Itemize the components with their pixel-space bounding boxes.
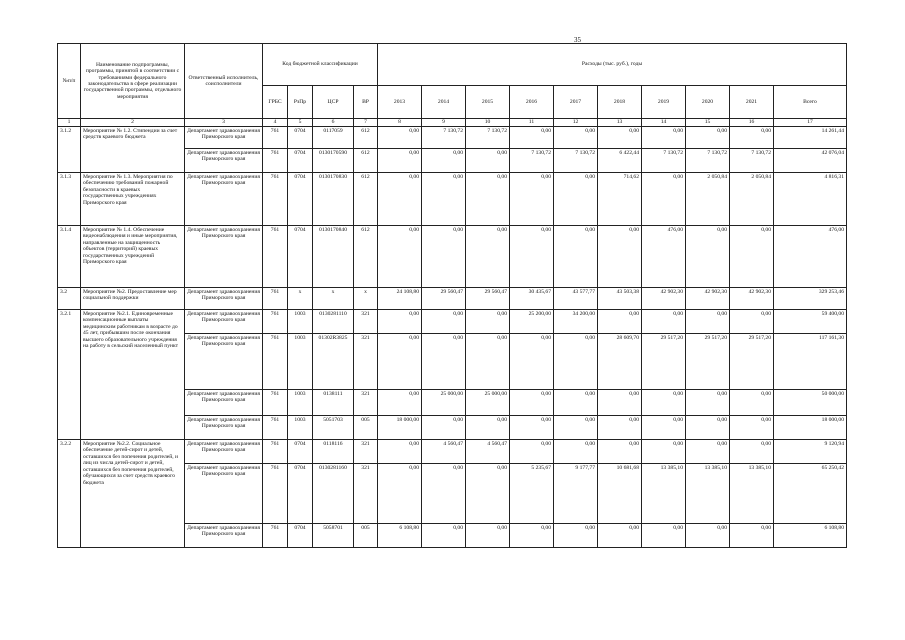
row-rzpr: 0704 <box>288 173 313 226</box>
row-value-2016: 30 435,67 <box>510 288 554 310</box>
row-vr: 321 <box>354 464 378 524</box>
table-row <box>58 173 847 226</box>
row-name: Мероприятие № 1.4. Обеспечение видеонаблюдения и иные мероприятия, направленные на защищенность объектов (территорий) краевых государственных учреждений Приморского края <box>81 226 185 288</box>
row-value-2019: 7 130,72 <box>642 149 686 173</box>
row-grbs: 761 <box>263 334 288 390</box>
row-value-Всего: 9 120,94 <box>774 440 847 464</box>
row-value-Всего: 117 161,30 <box>774 334 847 390</box>
row-value-2020: 0,00 <box>686 310 730 334</box>
row-value-2019: 13 385,10 <box>642 464 686 524</box>
row-rzpr: 1003 <box>288 334 313 390</box>
row-value-2014: 0,00 <box>422 149 466 173</box>
row-value-2018: 0,00 <box>598 310 642 334</box>
row-value-2018: 0,00 <box>598 127 642 149</box>
row-value-2020: 0,00 <box>686 440 730 464</box>
table-row <box>58 226 847 288</box>
row-value-2015: 4 560,47 <box>466 440 510 464</box>
header-year-9: Всего <box>774 86 847 119</box>
row-value-2014: 0,00 <box>422 464 466 524</box>
row-value-2019: 0,00 <box>642 390 686 416</box>
row-value-2016: 0,00 <box>510 127 554 149</box>
row-rzpr: 1003 <box>288 416 313 440</box>
row-value-Всего: 50 000,00 <box>774 390 847 416</box>
row-value-Всего: 329 253,46 <box>774 288 847 310</box>
row-value-2018: 43 503,38 <box>598 288 642 310</box>
row-value-2020: 42 902,30 <box>686 288 730 310</box>
row-number: 3.2.1 <box>58 310 81 440</box>
row-executor: Департамент здравоохранения Приморского края <box>185 173 263 226</box>
row-value-2019: 0,00 <box>642 173 686 226</box>
header-code-0: ГРБС <box>263 86 288 119</box>
column-number-14: 15 <box>686 119 730 127</box>
row-value-2014: 0,00 <box>422 173 466 226</box>
row-value-2018: 0,00 <box>598 226 642 288</box>
header-year-5: 2018 <box>598 86 642 119</box>
table-row <box>58 310 847 334</box>
row-value-2020: 29 517,20 <box>686 334 730 390</box>
row-number: 3.2.2 <box>58 440 81 548</box>
row-grbs: 761 <box>263 440 288 464</box>
row-vr: 612 <box>354 173 378 226</box>
row-value-2017: 0,00 <box>554 440 598 464</box>
row-value-2015: 7 130,72 <box>466 127 510 149</box>
row-grbs: 761 <box>263 149 288 173</box>
row-vr: 612 <box>354 226 378 288</box>
row-value-2020: 0,00 <box>686 390 730 416</box>
column-number-0: 1 <box>58 119 81 127</box>
row-value-2013: 18 000,00 <box>378 416 422 440</box>
row-value-2014: 0,00 <box>422 524 466 548</box>
row-value-2016: 0,00 <box>510 524 554 548</box>
row-vr: 321 <box>354 310 378 334</box>
row-executor: Департамент здравоохранения Приморского края <box>185 288 263 310</box>
row-value-2013: 0,00 <box>378 390 422 416</box>
header-year-0: 2013 <box>378 86 422 119</box>
column-number-13: 14 <box>642 119 686 127</box>
column-number-2: 3 <box>185 119 263 127</box>
row-value-2017: 0,00 <box>554 334 598 390</box>
row-value-2021: 0,00 <box>730 440 774 464</box>
row-value-2019: 0,00 <box>642 524 686 548</box>
column-number-16: 17 <box>774 119 847 127</box>
row-value-2013: 0,00 <box>378 226 422 288</box>
row-value-2020: 2 050,84 <box>686 173 730 226</box>
header-code-1: РзПр <box>288 86 313 119</box>
row-csr: 0130170830 <box>313 173 354 226</box>
row-executor: Департамент здравоохранения Приморского края <box>185 226 263 288</box>
row-value-2019: 29 517,20 <box>642 334 686 390</box>
row-value-2016: 0,00 <box>510 334 554 390</box>
row-value-2017: 0,00 <box>554 416 598 440</box>
row-number: 3.2 <box>58 288 81 310</box>
row-rzpr: 1003 <box>288 390 313 416</box>
row-value-Всего: 18 000,00 <box>774 416 847 440</box>
row-name: Мероприятие №2.1. Единовременные компенсационные выплаты медицинским работникам в возрасте до 45 лет, прибывшим после окончания высшего образовательного учреждения на работу в сельский населенный пункт <box>81 310 185 440</box>
column-number-3: 4 <box>263 119 288 127</box>
table-row <box>58 288 847 310</box>
row-value-2021: 0,00 <box>730 127 774 149</box>
row-csr: 5058701 <box>313 524 354 548</box>
row-vr: 321 <box>354 334 378 390</box>
header-executor: Ответственный исполнитель, соисполнители <box>185 44 263 119</box>
column-number-4: 5 <box>288 119 313 127</box>
header-expenses: Расходы (тыс. руб.), годы <box>378 44 847 86</box>
row-value-2013: 0,00 <box>378 127 422 149</box>
row-value-2018: 10 681,68 <box>598 464 642 524</box>
row-value-2021: 29 517,20 <box>730 334 774 390</box>
column-number-9: 10 <box>466 119 510 127</box>
row-rzpr: 0704 <box>288 524 313 548</box>
row-executor: Департамент здравоохранения Приморского края <box>185 464 263 524</box>
row-csr: 0130170840 <box>313 226 354 288</box>
row-grbs: 761 <box>263 524 288 548</box>
row-value-2013: 0,00 <box>378 173 422 226</box>
row-value-2014: 29 560,47 <box>422 288 466 310</box>
row-grbs: 761 <box>263 127 288 149</box>
row-vr: 005 <box>354 416 378 440</box>
row-rzpr: 0704 <box>288 149 313 173</box>
row-value-2016: 25 200,00 <box>510 310 554 334</box>
row-number: 3.1.3 <box>58 173 81 226</box>
row-value-2017: 0,00 <box>554 127 598 149</box>
row-executor: Департамент здравоохранения Приморского края <box>185 416 263 440</box>
row-value-2016: 0,00 <box>510 416 554 440</box>
row-vr: 321 <box>354 440 378 464</box>
header-year-6: 2019 <box>642 86 686 119</box>
row-value-2020: 0,00 <box>686 226 730 288</box>
row-value-2021: 42 902,30 <box>730 288 774 310</box>
row-vr: 612 <box>354 149 378 173</box>
row-executor: Департамент здравоохранения Приморского края <box>185 334 263 390</box>
row-value-2017: 0,00 <box>554 524 598 548</box>
header-no: №п/п <box>58 44 81 119</box>
header-code-2: ЦСР <box>313 86 354 119</box>
row-value-2014: 0,00 <box>422 416 466 440</box>
row-value-2016: 0,00 <box>510 173 554 226</box>
header-year-3: 2016 <box>510 86 554 119</box>
row-value-2015: 0,00 <box>466 464 510 524</box>
row-value-Всего: 65 250,42 <box>774 464 847 524</box>
row-value-2018: 0,00 <box>598 416 642 440</box>
row-value-2021: 0,00 <box>730 310 774 334</box>
row-value-2016: 0,00 <box>510 440 554 464</box>
row-number: 3.1.2 <box>58 127 81 173</box>
row-value-2013: 24 108,80 <box>378 288 422 310</box>
row-grbs: 761 <box>263 310 288 334</box>
header-year-4: 2017 <box>554 86 598 119</box>
row-value-2017: 7 130,72 <box>554 149 598 173</box>
row-csr: 0130281160 <box>313 464 354 524</box>
header-budget-code: Код бюджетной классификации <box>263 44 378 86</box>
row-csr: 0118116 <box>313 440 354 464</box>
row-vr: х <box>354 288 378 310</box>
row-executor: Департамент здравоохранения Приморского края <box>185 127 263 149</box>
row-value-2017: 34 200,00 <box>554 310 598 334</box>
row-value-2019: 0,00 <box>642 416 686 440</box>
row-value-2013: 0,00 <box>378 310 422 334</box>
row-value-2020: 0,00 <box>686 524 730 548</box>
header-year-1: 2014 <box>422 86 466 119</box>
row-value-2019: 0,00 <box>642 127 686 149</box>
row-value-2019: 0,00 <box>642 440 686 464</box>
row-rzpr: 0704 <box>288 464 313 524</box>
header-year-7: 2020 <box>686 86 730 119</box>
column-number-8: 9 <box>422 119 466 127</box>
row-grbs: 761 <box>263 288 288 310</box>
column-number-1: 2 <box>81 119 185 127</box>
row-value-2017: 0,00 <box>554 390 598 416</box>
row-csr: 0130170590 <box>313 149 354 173</box>
row-value-2014: 4 560,47 <box>422 440 466 464</box>
row-value-Всего: 4 816,31 <box>774 173 847 226</box>
row-value-2015: 0,00 <box>466 416 510 440</box>
budget-table <box>57 43 847 548</box>
row-value-2021: 0,00 <box>730 390 774 416</box>
row-executor: Департамент здравоохранения Приморского края <box>185 310 263 334</box>
row-csr: 0138111 <box>313 390 354 416</box>
row-value-Всего: 59 400,00 <box>774 310 847 334</box>
row-value-2013: 0,00 <box>378 464 422 524</box>
column-number-12: 13 <box>598 119 642 127</box>
row-value-2014: 0,00 <box>422 334 466 390</box>
table-row <box>58 127 847 149</box>
row-value-2015: 0,00 <box>466 310 510 334</box>
column-number-7: 8 <box>378 119 422 127</box>
row-value-2019: 476,00 <box>642 226 686 288</box>
row-value-2016: 0,00 <box>510 226 554 288</box>
row-grbs: 761 <box>263 226 288 288</box>
table-row <box>58 440 847 464</box>
row-value-2015: 0,00 <box>466 524 510 548</box>
row-grbs: 761 <box>263 390 288 416</box>
row-value-2021: 0,00 <box>730 524 774 548</box>
row-rzpr: х <box>288 288 313 310</box>
row-rzpr: 0704 <box>288 226 313 288</box>
row-value-2014: 0,00 <box>422 226 466 288</box>
page-number: 35 <box>574 36 581 44</box>
row-value-2020: 7 130,72 <box>686 149 730 173</box>
row-value-2015: 0,00 <box>466 226 510 288</box>
row-value-2018: 28 609,70 <box>598 334 642 390</box>
header-code-3: ВР <box>354 86 378 119</box>
row-name: Мероприятие №2. Предоставление мер социальной поддержки <box>81 288 185 310</box>
row-value-2017: 0,00 <box>554 173 598 226</box>
row-value-2015: 29 560,47 <box>466 288 510 310</box>
row-value-2016: 7 130,72 <box>510 149 554 173</box>
row-value-2020: 13 385,10 <box>686 464 730 524</box>
row-value-2013: 0,00 <box>378 149 422 173</box>
row-value-2017: 0,00 <box>554 226 598 288</box>
row-value-2021: 0,00 <box>730 226 774 288</box>
row-value-2019: 42 902,30 <box>642 288 686 310</box>
row-value-2015: 0,00 <box>466 149 510 173</box>
row-value-2021: 0,00 <box>730 416 774 440</box>
row-value-2016: 0,00 <box>510 390 554 416</box>
row-value-2018: 0,00 <box>598 524 642 548</box>
row-value-2014: 25 000,00 <box>422 390 466 416</box>
row-number: 3.1.4 <box>58 226 81 288</box>
row-executor: Департамент здравоохранения Приморского края <box>185 149 263 173</box>
row-name: Мероприятие №2.2. Социальное обеспечение детей-сирот и детей, оставшихся без попечения родителей, и лиц из числа детей-сирот и детей, оставшихся без попечения родителей, обучающихся за счет средств краевого бюджета <box>81 440 185 548</box>
row-value-2021: 2 050,84 <box>730 173 774 226</box>
row-rzpr: 0704 <box>288 127 313 149</box>
row-vr: 612 <box>354 127 378 149</box>
row-grbs: 761 <box>263 464 288 524</box>
row-value-2018: 0,00 <box>598 440 642 464</box>
row-value-2013: 6 108,80 <box>378 524 422 548</box>
row-grbs: 761 <box>263 173 288 226</box>
row-grbs: 761 <box>263 416 288 440</box>
row-executor: Департамент здравоохранения Приморского края <box>185 440 263 464</box>
row-value-Всего: 6 108,80 <box>774 524 847 548</box>
row-value-2013: 0,00 <box>378 334 422 390</box>
row-csr: 5051703 <box>313 416 354 440</box>
row-value-2021: 13 385,10 <box>730 464 774 524</box>
row-value-2013: 0,00 <box>378 440 422 464</box>
row-value-2018: 0,00 <box>598 390 642 416</box>
row-value-2020: 0,00 <box>686 416 730 440</box>
row-value-2015: 25 000,00 <box>466 390 510 416</box>
row-value-Всего: 14 261,44 <box>774 127 847 149</box>
row-rzpr: 0704 <box>288 440 313 464</box>
column-number-15: 16 <box>730 119 774 127</box>
row-value-2018: 714,62 <box>598 173 642 226</box>
column-number-11: 12 <box>554 119 598 127</box>
row-executor: Департамент здравоохранения Приморского края <box>185 390 263 416</box>
row-csr: 0130281110 <box>313 310 354 334</box>
column-number-10: 11 <box>510 119 554 127</box>
row-value-2017: 9 177,77 <box>554 464 598 524</box>
row-executor: Департамент здравоохранения Приморского края <box>185 524 263 548</box>
row-value-2021: 7 130,72 <box>730 149 774 173</box>
header-year-2: 2015 <box>466 86 510 119</box>
row-value-2014: 7 130,72 <box>422 127 466 149</box>
header-name: Наименование подпрограммы, программы, принятой в соответствии с требованиями федерального законодательства в сфере реализации государственной программы, отдельного мероприятия <box>81 44 185 119</box>
row-value-2020: 0,00 <box>686 127 730 149</box>
row-csr: х <box>313 288 354 310</box>
row-value-2015: 0,00 <box>466 334 510 390</box>
row-value-Всего: 42 076,04 <box>774 149 847 173</box>
row-value-2014: 0,00 <box>422 310 466 334</box>
column-number-6: 7 <box>354 119 378 127</box>
row-vr: 321 <box>354 390 378 416</box>
header-year-8: 2021 <box>730 86 774 119</box>
row-csr: 0117059 <box>313 127 354 149</box>
row-rzpr: 1003 <box>288 310 313 334</box>
row-name: Мероприятие № 1.2. Стипендии за счет средств краевого бюджета <box>81 127 185 173</box>
column-number-5: 6 <box>313 119 354 127</box>
row-value-2015: 0,00 <box>466 173 510 226</box>
row-value-2016: 5 235,67 <box>510 464 554 524</box>
row-vr: 005 <box>354 524 378 548</box>
row-csr: 01302R3825 <box>313 334 354 390</box>
row-value-2019: 0,00 <box>642 310 686 334</box>
row-value-2017: 43 577,77 <box>554 288 598 310</box>
row-name: Мероприятие № 1.3. Мероприятия по обеспечению требований пожарной безопасности в краевых государственных учреждениях Приморского края <box>81 173 185 226</box>
row-value-2018: 6 422,44 <box>598 149 642 173</box>
row-value-Всего: 476,00 <box>774 226 847 288</box>
